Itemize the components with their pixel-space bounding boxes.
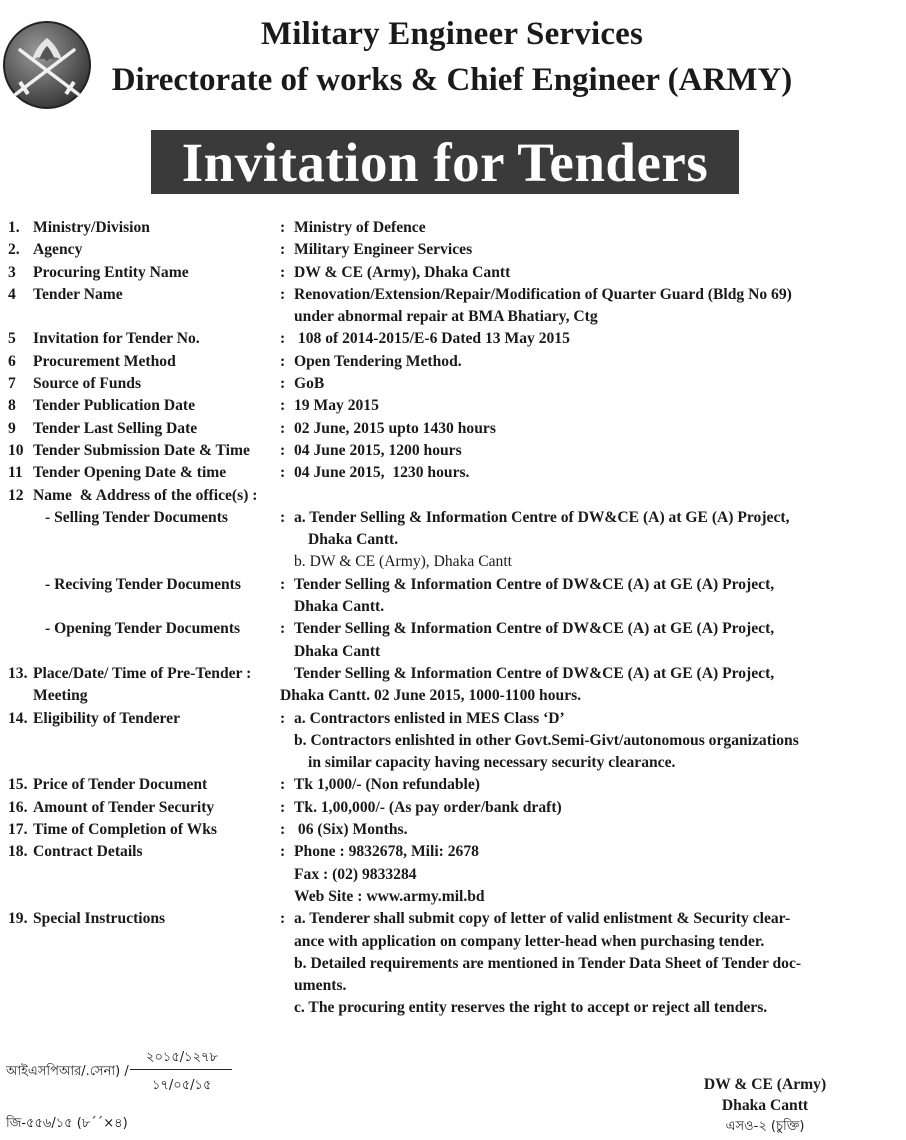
- colon: :: [280, 798, 286, 816]
- item-number: 13.: [8, 664, 28, 682]
- signatory-designation: এসও-২ (চুক্তি): [725, 1119, 805, 1134]
- item-number: 4: [8, 285, 16, 303]
- colon: :: [280, 620, 286, 638]
- item-value: 04 June 2015, 1230 hours.: [294, 464, 470, 482]
- list-item-continued: [0, 685, 906, 707]
- item-value: GoB: [294, 375, 325, 393]
- ref-date: ১৭/০৫/১৫: [152, 1078, 212, 1093]
- page-title: Invitation for Tenders: [181, 131, 709, 193]
- item-value: Tk. 1,00,000/- (As pay order/bank draft): [294, 798, 562, 816]
- colon: :: [280, 330, 286, 348]
- item-label: Procurement Method: [33, 352, 176, 370]
- sub-item-label: - Reciving Tender Documents: [45, 575, 241, 593]
- item-value: Open Tendering Method.: [294, 352, 462, 370]
- list-item: [0, 239, 906, 261]
- item-number: 12: [8, 486, 24, 504]
- list-item: [0, 328, 906, 350]
- tender-details-list: [0, 217, 906, 1020]
- item-value: [294, 708, 884, 775]
- directorate-name: Directorate of works & Chief Engineer (ARMY): [111, 62, 793, 98]
- item-value: [294, 284, 884, 329]
- item-label-line: Meeting: [33, 687, 88, 705]
- item-number: 11: [8, 464, 23, 482]
- item-label: Amount of Tender Security: [33, 798, 215, 816]
- list-item: [0, 440, 906, 462]
- page-title-banner: [151, 130, 739, 194]
- contact-phone: Phone : 9832678, Mili: 2678: [294, 843, 479, 861]
- item-label: Tender Last Selling Date: [33, 419, 198, 437]
- item-number: 9: [8, 419, 16, 437]
- colon: :: [280, 375, 286, 393]
- item-number: 2.: [8, 241, 20, 259]
- colon: :: [280, 821, 286, 839]
- list-item: [0, 418, 906, 440]
- list-item: [0, 485, 906, 507]
- list-item: [0, 819, 906, 841]
- list-item: [0, 462, 906, 484]
- publication-reference: [6, 1048, 246, 1108]
- item-number: 1.: [8, 219, 20, 236]
- item-number: 3: [8, 263, 16, 281]
- item-label: Contract Details: [33, 843, 143, 861]
- list-item: [0, 351, 906, 373]
- list-item: [0, 284, 906, 329]
- value-line: Tender Selling & Information Centre of DW&CE (A) at GE (A) Project,: [294, 620, 775, 638]
- item-label: Procuring Entity Name: [33, 263, 189, 281]
- item-value: Ministry of Defence: [294, 219, 426, 236]
- item-label: Tender Opening Date & time: [33, 464, 227, 482]
- item-number: 6: [8, 352, 16, 370]
- list-item: [0, 262, 906, 284]
- item-number: 16.: [8, 798, 28, 816]
- colon: :: [280, 419, 286, 437]
- value-line: a. Contractors enlisted in MES Class ‘D’: [294, 709, 565, 727]
- item-value: [294, 841, 884, 908]
- item-label: Ministry/Division: [33, 219, 150, 236]
- item-number: 8: [8, 397, 16, 415]
- item-number: 14.: [8, 709, 28, 727]
- colon: :: [280, 285, 286, 303]
- list-item: [0, 373, 906, 395]
- colon: :: [280, 263, 286, 281]
- list-item: [0, 395, 906, 417]
- item-value: Tk 1,000/- (Non refundable): [294, 776, 480, 794]
- item-value: [294, 574, 884, 619]
- colon: :: [280, 575, 286, 593]
- colon: :: [280, 352, 286, 370]
- value-line: a. Tenderer shall submit copy of letter of valid enlistment & Security clear-: [294, 910, 791, 928]
- item-label: Source of Funds: [33, 375, 142, 393]
- item-label: Name & Address of the office(s) :: [33, 486, 258, 504]
- colon: :: [280, 910, 286, 928]
- item-label: Price of Tender Document: [33, 776, 208, 794]
- colon: :: [280, 464, 286, 482]
- organization-name: Military Engineer Services: [260, 16, 644, 52]
- item-label: Agency: [33, 241, 83, 259]
- colon: :: [280, 843, 286, 861]
- sub-item-opening: [0, 618, 906, 663]
- colon: :: [280, 397, 286, 415]
- list-item: [0, 797, 906, 819]
- item-label: Eligibility of Tenderer: [33, 709, 180, 727]
- item-value: [294, 507, 884, 574]
- item-value: 04 June 2015, 1200 hours: [294, 441, 462, 459]
- colon: :: [280, 709, 286, 727]
- value-line: c. The procuring entity reserves the right to accept or reject all tenders.: [294, 999, 768, 1017]
- item-number: 10: [8, 441, 24, 459]
- signatory-office: DW & CE (Army): [703, 1076, 827, 1093]
- sub-item-label: - Opening Tender Documents: [45, 620, 241, 638]
- item-value: [294, 908, 884, 1019]
- value-line: Dhaka Cantt.: [294, 598, 385, 616]
- value-line: a. Tender Selling & Information Centre of DW&CE (A) at GE (A) Project,: [294, 508, 790, 526]
- item-value: Dhaka Cantt. 02 June 2015, 1000-1100 hours.: [280, 687, 582, 705]
- list-item: [0, 841, 906, 908]
- item-number: 5: [8, 330, 16, 348]
- item-label: Tender Name: [33, 285, 123, 303]
- item-label: Tender Publication Date: [33, 397, 196, 415]
- colon: :: [280, 219, 286, 236]
- item-value: DW & CE (Army), Dhaka Cantt: [294, 263, 511, 281]
- value-line: Dhaka Cantt: [294, 642, 381, 660]
- ref-number: ২০১৫/১২৭৮: [146, 1050, 218, 1065]
- item-value: Military Engineer Services: [294, 241, 473, 259]
- item-label: Time of Completion of Wks: [33, 821, 217, 839]
- item-number: 7: [8, 375, 16, 393]
- item-label-line: Place/Date/ Time of Pre-Tender :: [33, 664, 252, 682]
- item-value: Tender Selling & Information Centre of DW&CE (A) at GE (A) Project,: [294, 664, 775, 682]
- value-line: b. Detailed requirements are mentioned in Tender Data Sheet of Tender doc-: [294, 954, 802, 972]
- colon: :: [280, 776, 286, 794]
- value-line: Renovation/Extension/Repair/Modification of Quarter Guard (Bldg No 69): [294, 285, 792, 303]
- item-value: 19 May 2015: [294, 397, 379, 415]
- sub-item-label: - Selling Tender Documents: [45, 508, 228, 526]
- ref-prefix: আইএসপিআর/.সেনা) /: [6, 1064, 129, 1079]
- value-line: Dhaka Cantt.: [308, 531, 399, 549]
- item-value: 06 (Six) Months.: [294, 821, 408, 839]
- ad-code: জি-৫৫৬/১৫ (৮´´×৪): [6, 1116, 128, 1131]
- item-label: Tender Submission Date & Time: [33, 441, 250, 459]
- list-item: [0, 908, 906, 1019]
- signatory-location: Dhaka Cantt: [721, 1097, 809, 1114]
- item-value: [294, 618, 884, 663]
- value-line: Tender Selling & Information Centre of DW&CE (A) at GE (A) Project,: [294, 575, 775, 593]
- item-number: 18.: [8, 843, 28, 861]
- contact-fax: Fax : (02) 9833284: [294, 865, 417, 883]
- item-label: Invitation for Tender No.: [33, 330, 200, 348]
- sub-item-receiving: [0, 574, 906, 619]
- list-item: [0, 708, 906, 775]
- colon: :: [280, 241, 286, 259]
- item-number: 15.: [8, 776, 28, 794]
- value-line: under abnormal repair at BMA Bhatiary, Ctg: [294, 308, 598, 326]
- list-item: [0, 774, 906, 796]
- value-line: uments.: [294, 977, 347, 995]
- list-item: [0, 217, 906, 239]
- colon: :: [280, 441, 286, 459]
- value-line: ance with application on company letter-head when purchasing tender.: [294, 932, 765, 950]
- mes-emblem-logo: [2, 20, 92, 110]
- contact-website: Web Site : www.army.mil.bd: [294, 887, 485, 905]
- signature-block: [660, 1074, 870, 1137]
- list-item: [0, 663, 906, 685]
- value-line: in similar capacity having necessary security clearance.: [308, 754, 676, 772]
- value-line: b. Contractors enlishted in other Govt.Semi-Givt/autonomous organizations: [294, 731, 799, 749]
- sub-item-selling: [0, 507, 906, 574]
- item-label: Special Instructions: [33, 910, 166, 928]
- ref-divider: [130, 1069, 232, 1070]
- colon: :: [280, 508, 286, 526]
- item-value: 02 June, 2015 upto 1430 hours: [294, 419, 496, 437]
- item-number: 19.: [8, 910, 28, 928]
- item-number: 17.: [8, 821, 28, 839]
- item-value: 108 of 2014-2015/E-6 Dated 13 May 2015: [294, 330, 570, 348]
- value-line: b. DW & CE (Army), Dhaka Cantt: [294, 553, 512, 571]
